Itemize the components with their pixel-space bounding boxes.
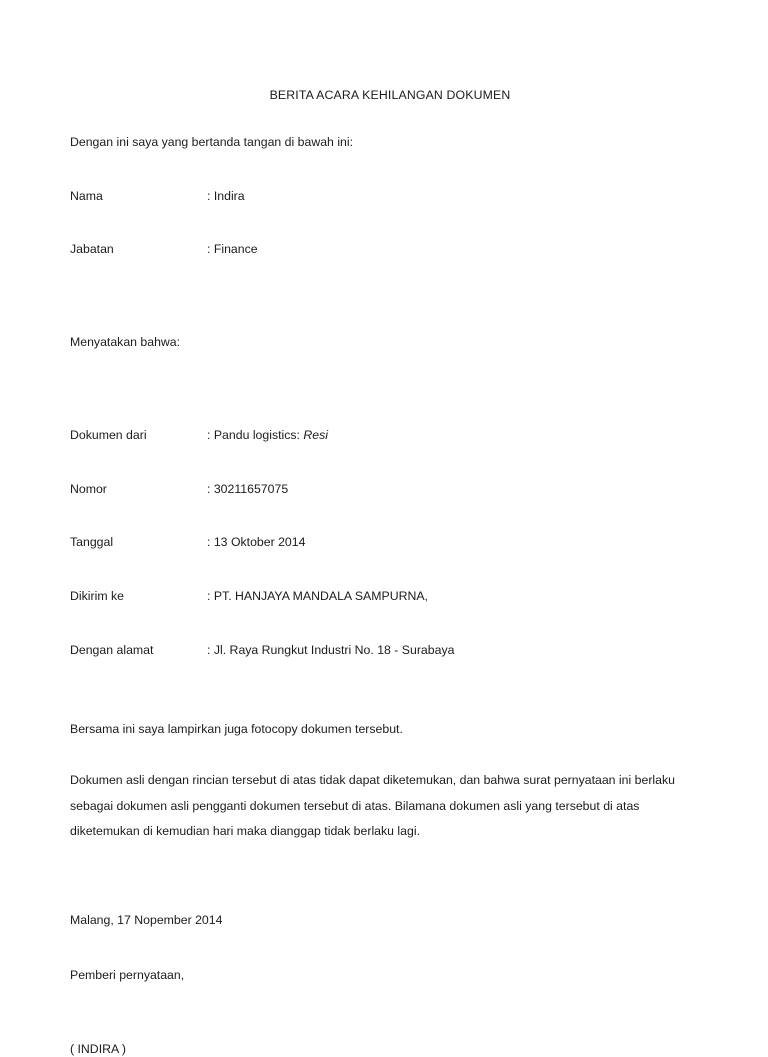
field-separator: : bbox=[207, 188, 211, 203]
spacer-row bbox=[70, 604, 700, 643]
field-label-nama: Nama bbox=[70, 188, 103, 203]
field-separator: : bbox=[207, 589, 211, 603]
spacer-row bbox=[70, 550, 700, 589]
field-text: PT. HANJAYA MANDALA SAMPURNA, bbox=[213, 589, 428, 603]
spacer bbox=[70, 604, 700, 643]
document-body bbox=[70, 88, 700, 1057]
spacer bbox=[70, 496, 700, 535]
field-value-jabatan bbox=[207, 242, 700, 257]
page-title: BERITA ACARA KEHILANGAN DOKUMEN bbox=[269, 88, 511, 102]
field-label-dokumen-dari: Dokumen dari bbox=[70, 427, 147, 442]
table-row bbox=[70, 242, 700, 257]
field-separator: : bbox=[207, 535, 211, 550]
spacer bbox=[70, 845, 700, 913]
spacer-row bbox=[70, 203, 700, 242]
table-row bbox=[70, 589, 700, 604]
attachment-note: Bersama ini saya lampirkan juga fotocopy dokumen tersebut. bbox=[70, 721, 403, 736]
field-label-jabatan: Jabatan bbox=[70, 242, 114, 257]
field-label-nomor: Nomor bbox=[70, 481, 107, 496]
field-separator: : bbox=[207, 427, 211, 442]
field-value-dokumen-dari bbox=[207, 428, 700, 443]
spacer-row bbox=[70, 496, 700, 535]
field-separator: : bbox=[207, 242, 211, 257]
field-text: Pandu logistics: bbox=[213, 427, 300, 442]
field-text: 13 Oktober 2014 bbox=[213, 535, 306, 550]
field-value-tanggal bbox=[207, 535, 700, 550]
spacer-row bbox=[70, 443, 700, 482]
document-field-table bbox=[70, 428, 700, 658]
signer-role: Pemberi pernyataan, bbox=[70, 967, 185, 982]
table-row bbox=[70, 643, 700, 658]
spacer bbox=[70, 150, 700, 189]
field-separator: : bbox=[207, 642, 211, 657]
table-row bbox=[70, 482, 700, 497]
field-text: Jl. Raya Rungkut Industri No. 18 - Surabaya bbox=[213, 642, 455, 657]
field-text: Indira bbox=[213, 188, 245, 203]
spacer bbox=[70, 203, 700, 242]
field-value-nama bbox=[207, 189, 700, 204]
spacer bbox=[70, 550, 700, 589]
signature-space bbox=[70, 982, 700, 1042]
field-text: Finance bbox=[213, 242, 258, 257]
spacer bbox=[70, 928, 700, 968]
field-separator: : bbox=[207, 481, 211, 496]
spacer bbox=[70, 257, 700, 335]
statement-heading: Menyatakan bahwa: bbox=[70, 335, 181, 349]
table-row bbox=[70, 428, 700, 443]
spacer bbox=[70, 658, 700, 722]
declarant-field-table bbox=[70, 189, 700, 258]
spacer bbox=[70, 443, 700, 482]
intro-paragraph: Dengan ini saya yang bertanda tangan di bawah ini: bbox=[70, 134, 354, 149]
place-and-date: Malang, 17 Nopember 2014 bbox=[70, 912, 223, 927]
field-label-dikirim-ke: Dikirim ke bbox=[70, 589, 124, 603]
spacer bbox=[70, 736, 700, 768]
field-value-nomor bbox=[207, 482, 700, 497]
field-label-tanggal: Tanggal bbox=[70, 535, 114, 550]
field-value-dikirim-ke bbox=[207, 589, 700, 604]
field-value-dengan-alamat bbox=[207, 643, 700, 658]
signer-name: ( INDIRA ) bbox=[70, 1042, 127, 1057]
table-row bbox=[70, 535, 700, 550]
declaration-paragraph: Dokumen asli dengan rincian tersebut di atas tidak dapat diketemukan, dan bahwa surat pernyataan ini berlaku sebagai dokumen asli pengganti dokumen tersebut di atas. Bilamana dokumen asli yang tersebut di atas diketemukan di kemudian hari maka dianggap tidak berlaku lagi. bbox=[70, 773, 675, 839]
field-label-dengan-alamat: Dengan alamat bbox=[70, 642, 154, 657]
spacer bbox=[70, 350, 700, 428]
field-text-italic: Resi bbox=[303, 427, 329, 442]
table-row bbox=[70, 189, 700, 204]
field-text: 30211657075 bbox=[213, 481, 289, 496]
